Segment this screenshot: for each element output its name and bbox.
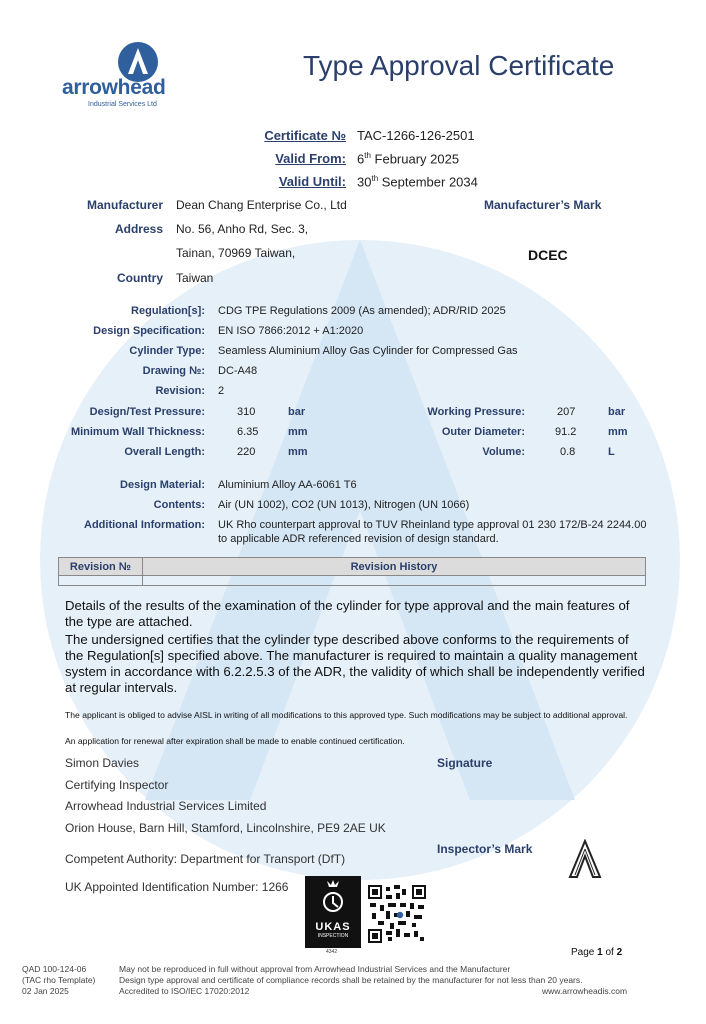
design-material-value: Aluminium Alloy AA-6061 T6 bbox=[218, 479, 357, 491]
revision-value: 2 bbox=[218, 385, 225, 397]
regulations-value: CDG TPE Regulations 2009 (As amended); ADR/RID 2025 bbox=[218, 305, 506, 317]
additional-info-line1: UK Rho counterpart approval to TUV Rheinland type approval 01 230 172/B-24 2244.00 bbox=[218, 519, 647, 531]
logo-name: arrowhead bbox=[62, 76, 166, 99]
regulations-label: Regulation[s]: bbox=[131, 305, 205, 317]
revision-label: Revision: bbox=[155, 385, 205, 397]
footer-retention-note: Design type approval and certificate of compliance records shall be retained by the manufacturer for not less than 20 years. bbox=[119, 975, 583, 985]
test-pressure-unit: bar bbox=[288, 406, 306, 418]
revision-history-header: Revision History bbox=[143, 558, 646, 576]
inspector-role: Certifying Inspector bbox=[65, 778, 169, 792]
competent-authority: Competent Authority: Department for Transport (DfT) bbox=[65, 852, 346, 866]
footer-form-id: QAD 100-124-06 bbox=[22, 964, 87, 974]
additional-info-line2: to applicable ADR referenced revision of design standard. bbox=[218, 533, 499, 545]
inspector-address: Orion House, Barn Hill, Stamford, Lincolnshire, PE9 2AE UK bbox=[65, 821, 386, 835]
ukas-badge bbox=[305, 876, 361, 948]
footer-template: (TAC rho Template) bbox=[22, 975, 96, 985]
country-value: Taiwan bbox=[176, 271, 214, 285]
valid-from-value: 6th February 2025 bbox=[357, 151, 460, 167]
contents-value: Air (UN 1002), CO2 (UN 1013), Nitrogen (UN 1066) bbox=[218, 499, 470, 511]
drawing-value: DC-A48 bbox=[218, 365, 258, 377]
logo-subtitle: Industrial Services Ltd bbox=[88, 101, 157, 108]
inspector-name: Simon Davies bbox=[65, 756, 140, 770]
footer-date: 02 Jan 2025 bbox=[22, 986, 69, 996]
wall-thickness-unit: mm bbox=[288, 426, 308, 438]
design-spec-value: EN ISO 7866:2012 + A1:2020 bbox=[218, 325, 364, 337]
design-material-label: Design Material: bbox=[120, 479, 205, 491]
note-renewal: An application for renewal after expiration shall be made to enable continued certification. bbox=[65, 736, 405, 746]
uk-identification-number: UK Appointed Identification Number: 1266 bbox=[65, 880, 289, 894]
ukas-text: UKAS bbox=[315, 921, 351, 933]
outer-diameter-unit: mm bbox=[608, 426, 628, 438]
test-pressure-label: Design/Test Pressure: bbox=[89, 406, 205, 418]
volume-label: Volume: bbox=[482, 446, 525, 458]
drawing-label: Drawing №: bbox=[142, 365, 205, 377]
certificate-number: TAC-1266-126-2501 bbox=[357, 128, 475, 143]
volume-unit: L bbox=[608, 446, 615, 458]
valid-until-label: Valid Until: bbox=[278, 174, 346, 189]
test-pressure-value: 310 bbox=[237, 406, 256, 418]
inspector-company: Arrowhead Industrial Services Limited bbox=[65, 799, 267, 813]
revision-table bbox=[58, 557, 646, 586]
footer-website-link[interactable]: www.arrowheadis.com bbox=[542, 986, 628, 996]
ukas-number: 4342 bbox=[326, 949, 338, 955]
address-label: Address bbox=[114, 222, 163, 236]
ukas-crown-icon bbox=[305, 876, 361, 916]
address-line2: Tainan, 70969 Taiwan, bbox=[176, 246, 296, 260]
country-label: Country bbox=[117, 271, 163, 285]
outer-diameter-value: 91.2 bbox=[555, 426, 577, 438]
volume-value: 0.8 bbox=[560, 446, 576, 458]
cylinder-type-label: Cylinder Type: bbox=[129, 345, 205, 357]
manufacturer-mark: DCEC bbox=[528, 247, 568, 263]
certificate-number-label: Certificate № bbox=[264, 128, 346, 143]
valid-until-value: 30th September 2034 bbox=[357, 174, 478, 190]
outer-diameter-label: Outer Diameter: bbox=[441, 426, 525, 438]
manufacturer-label: Manufacturer bbox=[86, 198, 163, 212]
ukas-sub: INSPECTION bbox=[317, 933, 349, 939]
manufacturer-mark-label: Manufacturer’s Mark bbox=[484, 198, 602, 212]
paragraph-certification: The undersigned certifies that the cylinder type described above conforms to the requirements of the Regulation[s] specified above. The manufacturer is required to maintain a quality management system in accordance with 6.2.2.5.3 of the ADR, the validity of which shall be independently verified at regular intervals. bbox=[65, 632, 645, 695]
revision-number-cell bbox=[59, 576, 143, 586]
inspector-mark-icon bbox=[568, 839, 602, 879]
revision-history-cell bbox=[143, 576, 646, 586]
qr-code-icon bbox=[368, 885, 426, 943]
page-title: Type Approval Certificate bbox=[303, 50, 615, 81]
overall-length-value: 220 bbox=[237, 446, 256, 458]
page-number: Page 1 of 2 bbox=[571, 947, 623, 958]
additional-info-label: Additional Information: bbox=[84, 519, 205, 531]
note-modifications: The applicant is obliged to advise AISL in writing of all modifications to this approved type. Such modifications may be subject to additional approval. bbox=[65, 710, 628, 720]
manufacturer-value: Dean Chang Enterprise Co., Ltd bbox=[176, 198, 347, 212]
design-spec-label: Design Specification: bbox=[93, 325, 205, 337]
working-pressure-unit: bar bbox=[608, 406, 626, 418]
inspector-mark-label: Inspector’s Mark bbox=[437, 842, 533, 856]
signature-label: Signature bbox=[437, 756, 493, 770]
overall-length-unit: mm bbox=[288, 446, 308, 458]
address-line1: No. 56, Anho Rd, Sec. 3, bbox=[176, 222, 309, 236]
overall-length-label: Overall Length: bbox=[124, 446, 205, 458]
footer-accreditation: Accredited to ISO/IEC 17020:2012 bbox=[119, 986, 250, 996]
working-pressure-label: Working Pressure: bbox=[427, 406, 525, 418]
revision-number-header: Revision № bbox=[59, 558, 143, 576]
wall-thickness-value: 6.35 bbox=[237, 426, 259, 438]
contents-label: Contents: bbox=[153, 499, 205, 511]
working-pressure-value: 207 bbox=[557, 406, 576, 418]
paragraph-examination: Details of the results of the examination of the cylinder for type approval and the main features of the type are attached. bbox=[65, 598, 630, 629]
footer-reproduction-note: May not be reproduced in full without approval from Arrowhead Industrial Services and the Manufacturer bbox=[119, 964, 511, 974]
valid-from-label: Valid From: bbox=[275, 151, 346, 166]
wall-thickness-label: Minimum Wall Thickness: bbox=[70, 426, 205, 438]
cylinder-type-value: Seamless Aluminium Alloy Gas Cylinder for Compressed Gas bbox=[218, 345, 518, 357]
